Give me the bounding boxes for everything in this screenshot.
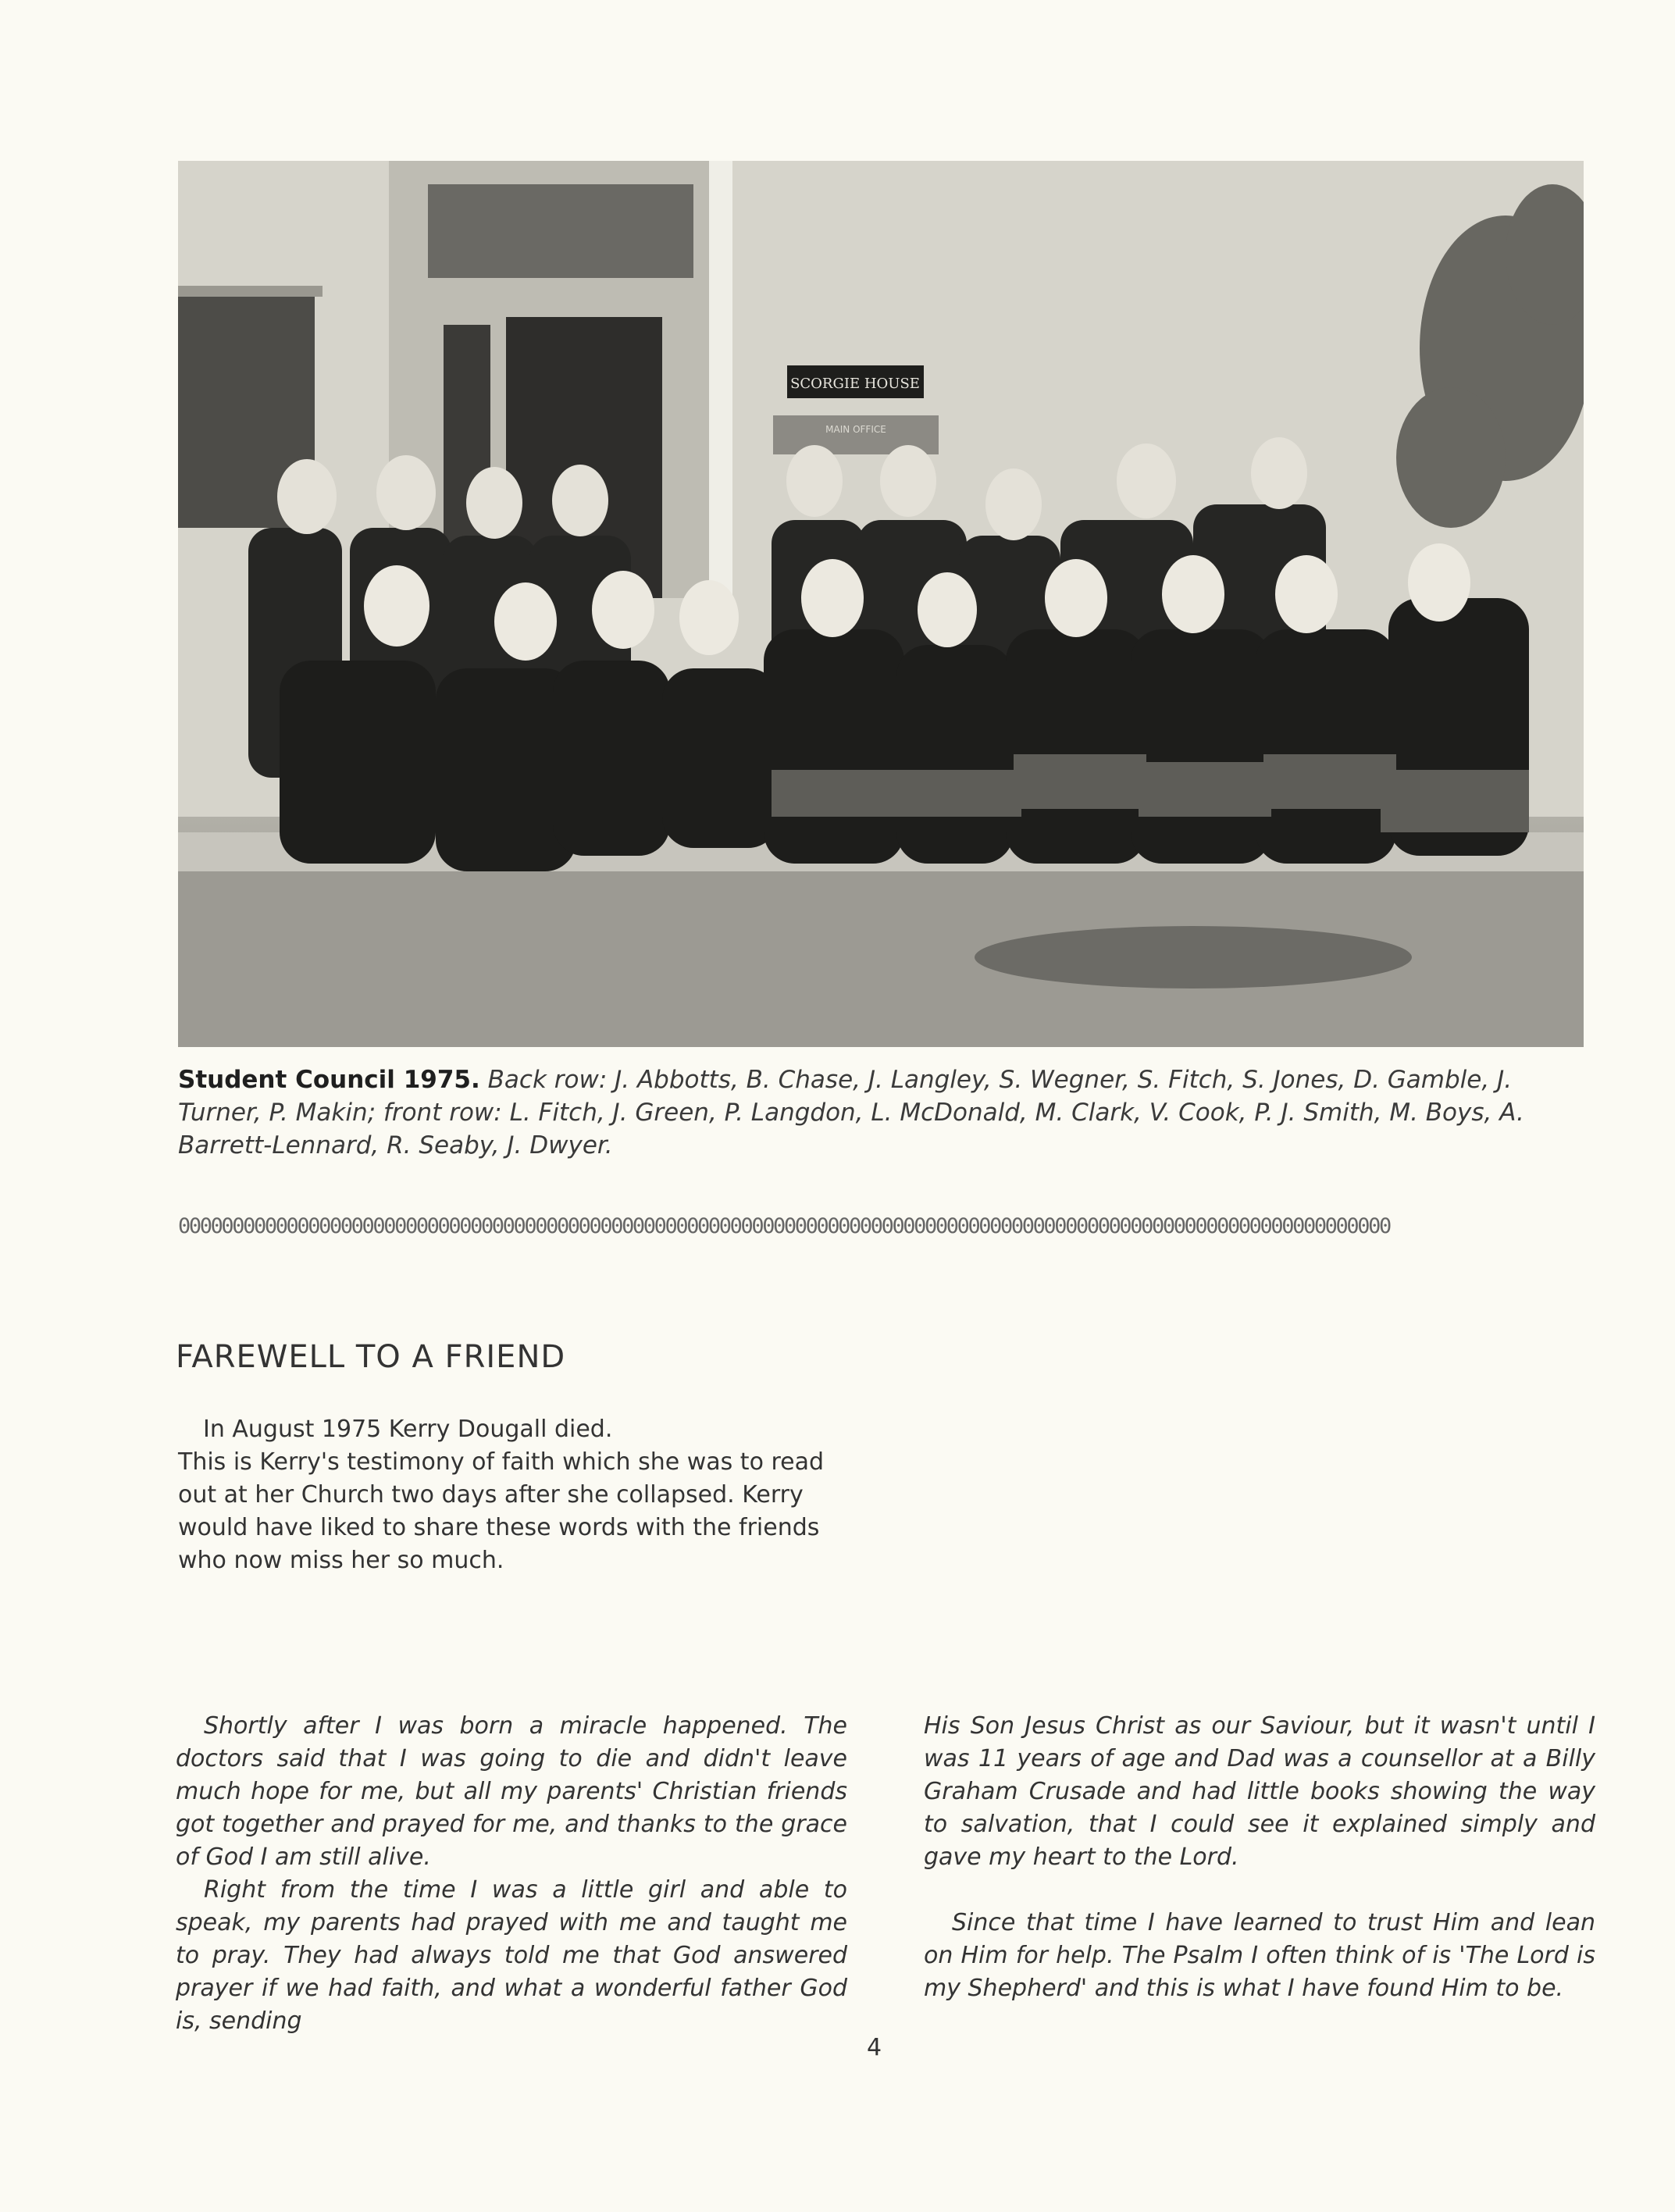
testimony-paragraph: Since that time I have learned to trust Him and lean on Him for help. The Psalm I often think of is 'The Lord is my Shepherd' and this is what I have found Him to be. bbox=[924, 1909, 1595, 2002]
testimony-column-right bbox=[924, 1710, 1595, 2005]
testimony-paragraph: Right from the time I was a little girl and able to speak, my parents had prayed with me and taught me to pray. They had always told me that God answered prayer if we had faith, and what a wonderful father God is, sending bbox=[176, 1876, 847, 2035]
group-photo-illustration bbox=[178, 161, 1584, 1047]
article-heading: FAREWELL TO A FRIEND bbox=[176, 1339, 566, 1375]
sign-plate-text: MAIN OFFICE bbox=[825, 424, 886, 435]
testimony-paragraph: His Son Jesus Christ as our Saviour, but it wasn't until I was 11 years of age and Dad was a counsellor at a Billy Graham Crusade and had little books showing the way to salvation, that I could see it explained simply and gave my heart to the Lord. bbox=[924, 1712, 1595, 1871]
caption-names: Back row: J. Abbotts, B. Chase, J. Langley, S. Wegner, S. Fitch, S. Jones, D. Gamble, J. Turner, P. Makin; front row: L. Fitch, J. Green, P. Langdon, L. McDonald, M. Clark, V. Cook, P. J. Smith, M. Boys, A. Barrett-Lennard, R. Seaby, J. Dwyer. bbox=[178, 1066, 1524, 1159]
caption-lead: Student Council 1975. bbox=[178, 1066, 480, 1094]
intro-line-1: In August 1975 Kerry Dougall died. bbox=[203, 1416, 613, 1443]
testimony-paragraph: Shortly after I was born a miracle happened. The doctors said that I was going to die and didn't leave much hope for me, but all my parents' Christian friends got together and prayed for me, and thanks to the grace of God I am still alive. bbox=[176, 1712, 847, 1871]
testimony-column-left bbox=[176, 1710, 847, 2038]
intro-line-2: This is Kerry's testimony of faith which she was to read out at her Church two days after she collapsed. Kerry would have liked to share these words with the friends who now miss her so much. bbox=[178, 1448, 825, 1574]
group-photo bbox=[178, 161, 1584, 1047]
sign-text: SCORGIE HOUSE bbox=[790, 376, 920, 392]
article-intro bbox=[178, 1413, 850, 1577]
photo-caption bbox=[178, 1063, 1584, 1162]
decorative-divider: 0000000000000000000000000000000000000000000000000000000000000000000000000000000000000000000000000000000000000000 bbox=[178, 1214, 1390, 1238]
page-number: 4 bbox=[867, 2034, 882, 2061]
